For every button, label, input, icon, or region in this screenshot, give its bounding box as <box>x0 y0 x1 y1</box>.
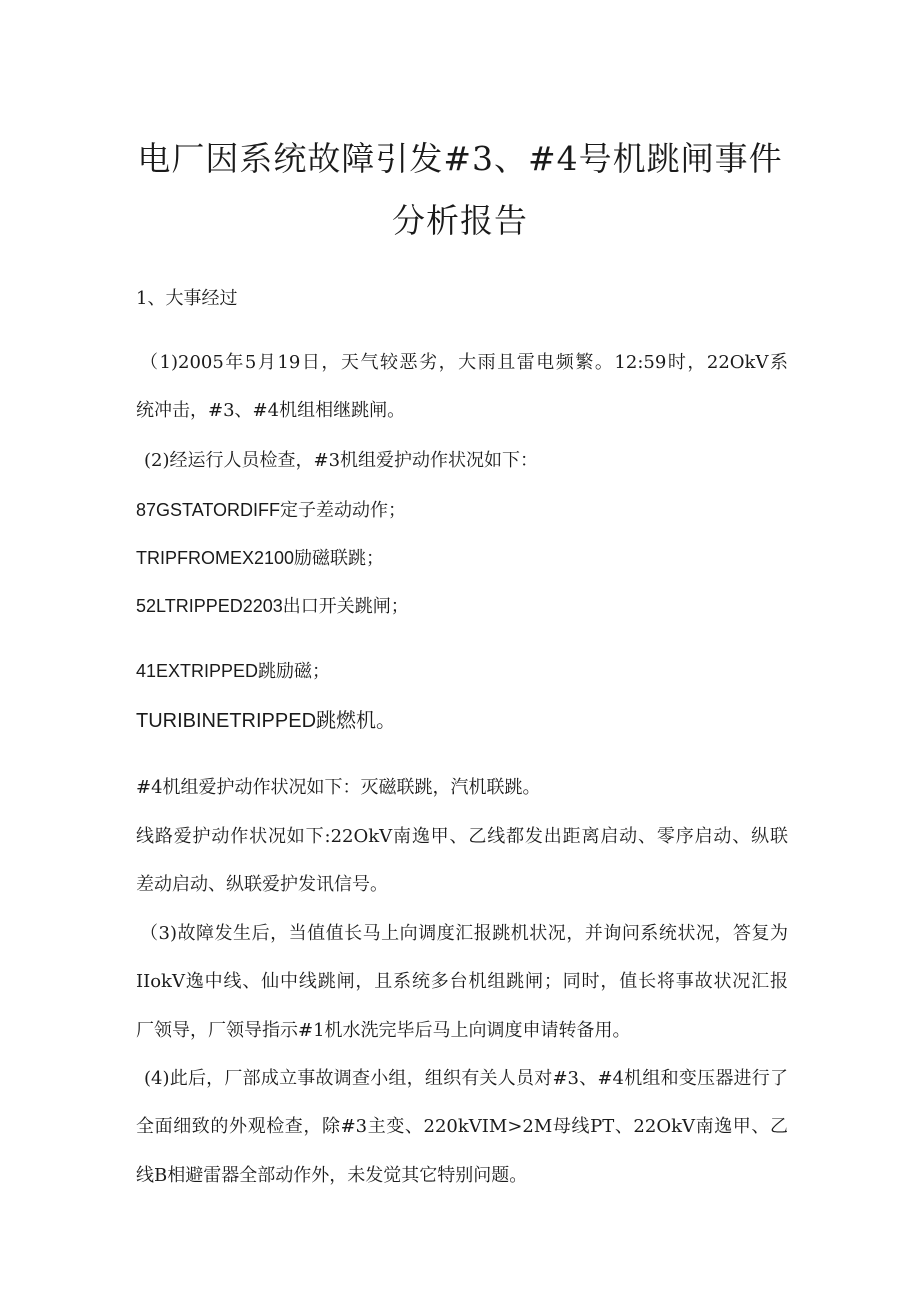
document-title-line-2: 分析报告 <box>392 201 528 240</box>
paragraph-3-line-2: IIokV逸中线、仙中线跳闸，且系统多台机组跳闸；同时，值长将事故状况汇报 <box>136 971 788 992</box>
protection-item-4: 41EXTRIPPED跳励磁； <box>136 661 331 681</box>
section-heading: 1、大事经过 <box>136 288 238 309</box>
unit4-protection-line: #4机组爱护动作状况如下：灭磁联跳，汽机联跳。 <box>136 777 541 798</box>
paragraph-4-line-2: 全面细致的外观检查，除#3主变、220kVIM>2M母线PT、22OkV南逸甲、乙 <box>136 1116 788 1137</box>
paragraph-1-line-2: 统冲击，#3、#4机组相继跳闸。 <box>136 400 406 421</box>
protection-item-3: 52LTRIPPED2203出口开关跳闸； <box>136 596 409 616</box>
protection-item-1: 87GSTATORDIFF定子差动动作； <box>136 500 407 520</box>
paragraph-2-line-1: (2)经运行人员检查，#3机组爱护动作状况如下： <box>144 450 539 471</box>
line-protection-line-2: 差动启动、纵联爱护发讯信号。 <box>136 874 388 895</box>
line-protection-line-1: 线路爱护动作状况如下:22OkV南逸甲、乙线都发出距离启动、零序启动、纵联 <box>136 826 788 847</box>
paragraph-4-line-1: (4)此后，厂部成立事故调查小组，组织有关人员对#3、#4机组和变压器进行了 <box>144 1068 788 1089</box>
protection-item-2: TRIPFROMEX2100励磁联跳； <box>136 548 385 568</box>
paragraph-1-line-1: （1)2005年5月19日，天气较恶劣，大雨且雷电频繁。12:59时，22OkV系 <box>140 352 788 373</box>
protection-item-5: TURIBINETRIPPED跳燃机。 <box>136 710 397 732</box>
paragraph-4-line-3: 线B相避雷器全部动作外，未发觉其它特别问题。 <box>136 1165 528 1186</box>
document-title-line-1: 电厂因系统故障引发#3、#4号机跳闸事件 <box>137 139 783 178</box>
paragraph-3-line-1: （3)故障发生后，当值值长马上向调度汇报跳机状况，并询问系统状况，答复为 <box>140 923 788 944</box>
paragraph-3-line-3: 厂领导，厂领导指示#1机水洗完毕后马上向调度申请转备用。 <box>136 1020 631 1041</box>
